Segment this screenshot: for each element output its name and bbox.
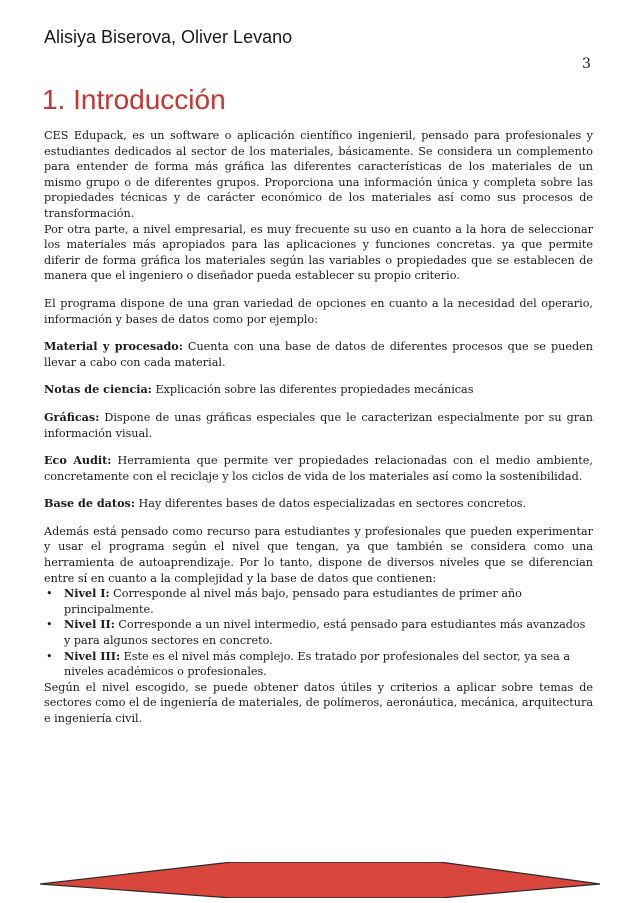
page-number: 3 — [582, 56, 591, 72]
intro-paragraph-2: Por otra parte, a nivel empresarial, es muy frecuente su uso en cuanto a la hora de seleccionar los materiales más apropiados para las aplicaciones y funciones concretas. ya que permite diferir de forma gráfica los materiales según las variables o propiedades que se establecen de manera que el ingeniero o diseñador pueda establecer su propio criterio. — [44, 222, 593, 283]
level-description: Corresponde al nivel más bajo, pensado para estudiantes de primer año principalmente. — [64, 587, 522, 616]
level-description: Este es el nivel más complejo. Es tratado por profesionales del sector, ya sea a niveles académicos o profesionales. — [64, 649, 571, 679]
running-header-authors: Alisiya Biserova, Oliver Levano — [44, 27, 293, 47]
feature-term: Gráficas: — [44, 409, 100, 424]
feature-term: Eco Audit: — [44, 453, 112, 468]
bullet-icon: • — [46, 618, 53, 632]
feature-description: Cuenta con una base de datos de diferentes procesos que se pueden llevar a cabo con cada material. — [44, 340, 593, 369]
closing-paragraph: Según el nivel escogido, se puede obtener datos útiles y criterios a aplicar sobre temas de sectores como el de ingeniería de materiales, de polímeros, aeronáutica, mecánica, arquitectura e ingeniería civil. — [44, 680, 593, 725]
feature-term: Material y procesado: — [44, 339, 183, 354]
bullet-icon: • — [46, 649, 53, 663]
levels-intro-paragraph: Además está pensado como recurso para estudiantes y profesionales que pueden experimentar y usar el programa según el nivel que tengan, ya que también se considera como una herramienta de autoaprendizaje. Por lo tanto, dispone de diversos niveles que se diferencian entre sí en cuanto a la complejidad y la base de datos que contienen: — [44, 524, 593, 585]
options-intro-paragraph: El programa dispone de una gran variedad de opciones en cuanto a la necesidad del operario, información y bases de datos como por ejemplo: — [44, 296, 593, 326]
bullet-icon: • — [46, 587, 53, 601]
section-title: 1. Introducción — [42, 84, 226, 115]
feature-term: Notas de ciencia: — [44, 382, 152, 397]
banner-shape — [40, 862, 600, 898]
levels-list — [44, 586, 593, 680]
level-term: Nivel I: — [64, 586, 110, 601]
list-item — [44, 586, 593, 617]
footer-banner — [40, 862, 600, 898]
feature-description: Dispone de unas gráficas especiales que le caracterizan especialmente por su gran información visual. — [44, 410, 593, 440]
feature-term: Base de datos: — [44, 496, 135, 511]
feature-item — [44, 339, 593, 370]
feature-description: Hay diferentes bases de datos especializadas en sectores concretos. — [134, 497, 527, 511]
list-item — [44, 649, 593, 680]
level-description: Corresponde a un nivel intermedio, está pensado para estudiantes más avanzados y para algunos sectores en concreto. — [64, 618, 586, 648]
feature-description: Explicación sobre las diferentes propiedades mecánicas — [151, 383, 474, 397]
feature-item — [44, 410, 593, 441]
feature-item — [44, 496, 593, 512]
feature-item — [44, 382, 593, 398]
body-text — [44, 128, 593, 727]
level-term: Nivel III: — [64, 648, 121, 663]
level-term: Nivel II: — [64, 617, 115, 632]
intro-paragraph-1: CES Edupack, es un software o aplicación científico ingenieril, pensado para profesionales y estudiantes dedicados al sector de los materiales, básicamente. Se considera un complemento para entender de forma más gráfica las diferentes características de los materiales de un mismo grupo o de diferentes grupos. Proporciona una información única y completa sobre las propiedades técnicas y de carácter económico de los materiales así como sus procesos de transformación. — [44, 129, 593, 220]
feature-item — [44, 453, 593, 484]
feature-description: Herramienta que permite ver propiedades relacionadas con el medio ambiente, concretamente con el reciclaje y los ciclos de vida de los materiales así como la sostenibilidad. — [44, 454, 593, 483]
list-item — [44, 617, 593, 648]
footer-arrow-banner-icon — [40, 862, 600, 898]
